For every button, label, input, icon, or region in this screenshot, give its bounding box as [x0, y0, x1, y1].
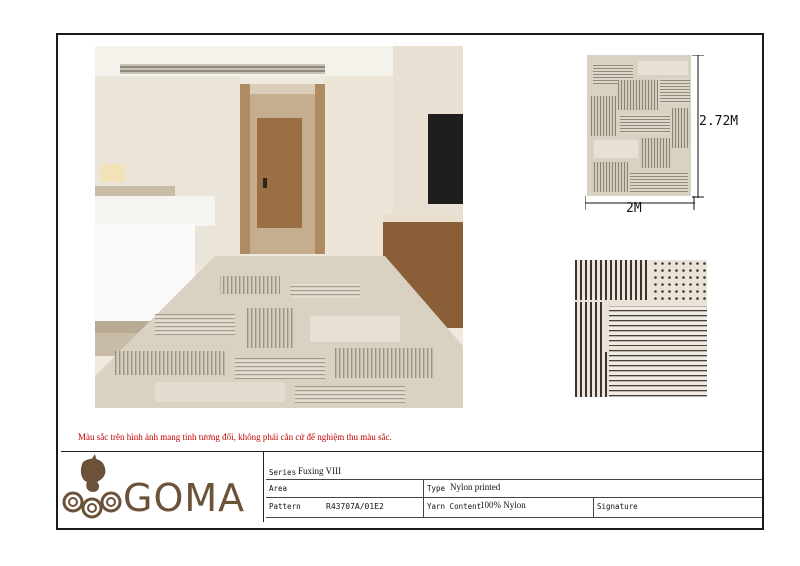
brand-logo [61, 452, 264, 522]
height-dimension-label: 2.72M [699, 114, 739, 129]
pattern-label: Pattern [269, 502, 301, 511]
type-value: Nylon printed [450, 482, 501, 492]
yarn-value: 100% Nylon [480, 500, 526, 510]
room-photo [95, 46, 463, 408]
width-dimension-label: 2M [626, 201, 642, 216]
area-type-row [266, 480, 762, 498]
title-block [61, 451, 762, 522]
series-value: Fuxing VIII [298, 466, 342, 476]
series-row [266, 464, 762, 480]
brand-name: GOMA [123, 476, 246, 520]
pattern-value: R43707A/01E2 [326, 502, 384, 511]
horse-logo-icon [61, 452, 123, 522]
carpet-swatch-detail [575, 260, 707, 397]
series-label: Series [269, 468, 297, 477]
pattern-yarn-row [266, 498, 762, 518]
type-label: Type [427, 484, 446, 493]
carpet-swatch-full [587, 55, 691, 196]
area-label: Area [269, 484, 288, 493]
color-disclaimer: Màu sắc trên hình ảnh mang tính tương đối, không phải căn cứ để nghiệm thu màu sắc. [78, 432, 392, 442]
signature-label: Signature [597, 502, 638, 511]
yarn-label: Yarn Content [427, 502, 482, 511]
